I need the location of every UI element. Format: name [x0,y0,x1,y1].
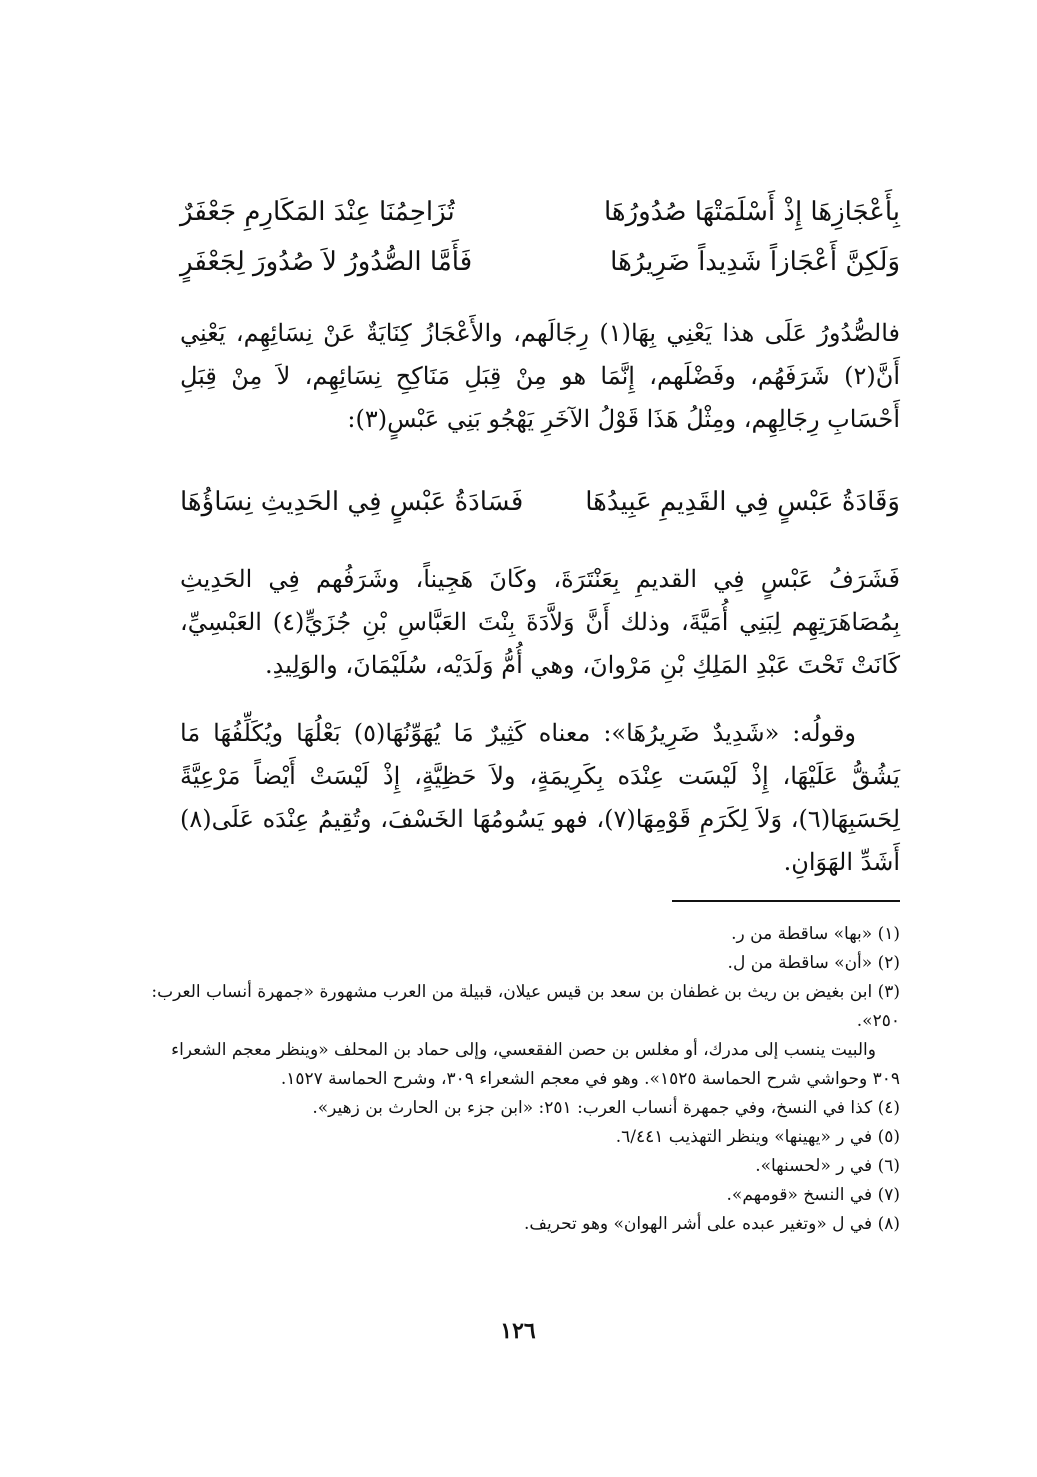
paragraph: فَشَرَفُ عَبْسٍ فِي القديمِ بِعَنْتَرَةَ، وكَانَ هَجِيناً، وشَرَفُهم فِي الحَدِيثِ بِمُصَاهَرَتِهِم لِبَنِي أُمَيَّةَ، وذلك أَنَّ وَلاَّدَةَ بِنْتَ العَبَّاسِ بْنِ جُزَيٍّ(٤) العَبْسِيِّ، كَانَتْ تَحْتَ عَبْدِ المَلِكِ بْنِ مَرْوانَ، وهي أُمُّ وَلَدَيْه، سُلَيْمَانَ، والوَلِيدِ. [180,565,901,679]
footnote: (٣) ابن بغيض بن ريث بن غطفان بن سعد بن قيس عيلان، قبيلة من العرب مشهورة «جمهرة أنساب العرب: ٢٥٠». [151,982,900,1031]
footnote-separator [672,900,900,902]
page-number: ١٢٦ [500,1318,536,1344]
verse-line [180,482,900,522]
verse-second-hemistich: وَلَكِنَّ أَعْجَازاً شَدِيداً ضَرِيرُهَا [610,247,900,277]
footnote: (٨) في ل «وتغير عبده على أشر الهوان» وهو تحريف. [523,1214,900,1234]
paragraph: فالصُّدُورُ عَلَى هذا يَعْنِي بِهَا(١) رِجَالَهم، والأَعْجَازُ كِنَايَةٌ عَنْ نِسَائِهِم، يَعْنِي أَنَّ(٢) شَرَفَهُم، وفَضْلَهم، إِنَّمَا هو مِنْ قِبَلِ مَنَاكِحِ نِسَائِهِم، لاَ مِنْ قِبَلِ أَحْسَابِ رِجَالِهِم، ومِثْلُ هَذَا قَوْلُ الآخَرِ يَهْجُو بَنِي عَبْسٍ(٣): [180,319,900,433]
footnote: (١) «بها» ساقطة من ر. [731,924,900,944]
footnote: (٧) في النسخ «قومهم». [726,1185,900,1205]
footnotes [150,920,900,1239]
footnote: (٤) كذا في النسخ، وفي جمهرة أنساب العرب: ٢٥١: «ابن جزء بن الحارث بن زهير». [312,1098,900,1118]
verse-first-hemistich: تُزَاحِمُنَا عِنْدَ المَكَارِمِ جَعْفَرٌ [180,197,455,227]
verse-second-hemistich: بِأَعْجَازِهَا إِذْ أَسْلَمَتْهَا صُدُورُهَا [603,197,900,227]
footnote: والبيت ينسب إلى مدرك، أو مغلس بن حصن الفقعسي، وإلى حماد بن المحلف «وينظر معجم الشعراء ٣٠٩ وحواشي شرح الحماسة ١٥٢٥». وهو في معجم الشعراء ٣٠٩، وشرح الحماسة ١٥٢٧. [171,1040,900,1089]
footnote: (٦) في ر «لحسنها». [755,1156,900,1176]
footnote: (٢) «أن» ساقطة من ل. [727,953,900,973]
verse-first-hemistich: فَسَادَةُ عَبْسٍ فِي الحَدِيثِ نِسَاؤُهَا [180,487,524,517]
footnote: (٥) في ر «يهينها» وينظر التهذيب ٦/٤٤١. [615,1127,900,1147]
verse-first-hemistich: فَأَمَّا الصُّدُورُ لاَ صُدُورَ لِجَعْفَرٍ [180,247,473,277]
verse-line [180,242,900,282]
paragraph: وقولُه: «شَدِيدٌ ضَرِيرُهَا»: معناه كَثِيرٌ مَا يُهَوِّنُهَا(٥) بَعْلُهَا ويُكَلِّفُهَا مَا يَشُقُّ عَلَيْهَا، إِذْ لَيْسَت عِنْدَه بِكَرِيمَةٍ، ولاَ حَظِيَّةٍ، إِذْ لَيْسَتْ أَيْضاً مَرْعِيَّةً لِحَسَبِهَا(٦)، وَلاَ لِكَرَمِ قَوْمِهَا(٧)، فهو يَسُومُهَا الخَسْفَ، وتُقِيمُ عِنْدَه عَلَى(٨) أَشَدِّ الهَوَانِ. [180,719,901,876]
verse-line [180,192,900,232]
verse-second-hemistich: وَقَادَةُ عَبْسٍ فِي القَدِيمِ عَبِيدُهَا [585,487,900,517]
